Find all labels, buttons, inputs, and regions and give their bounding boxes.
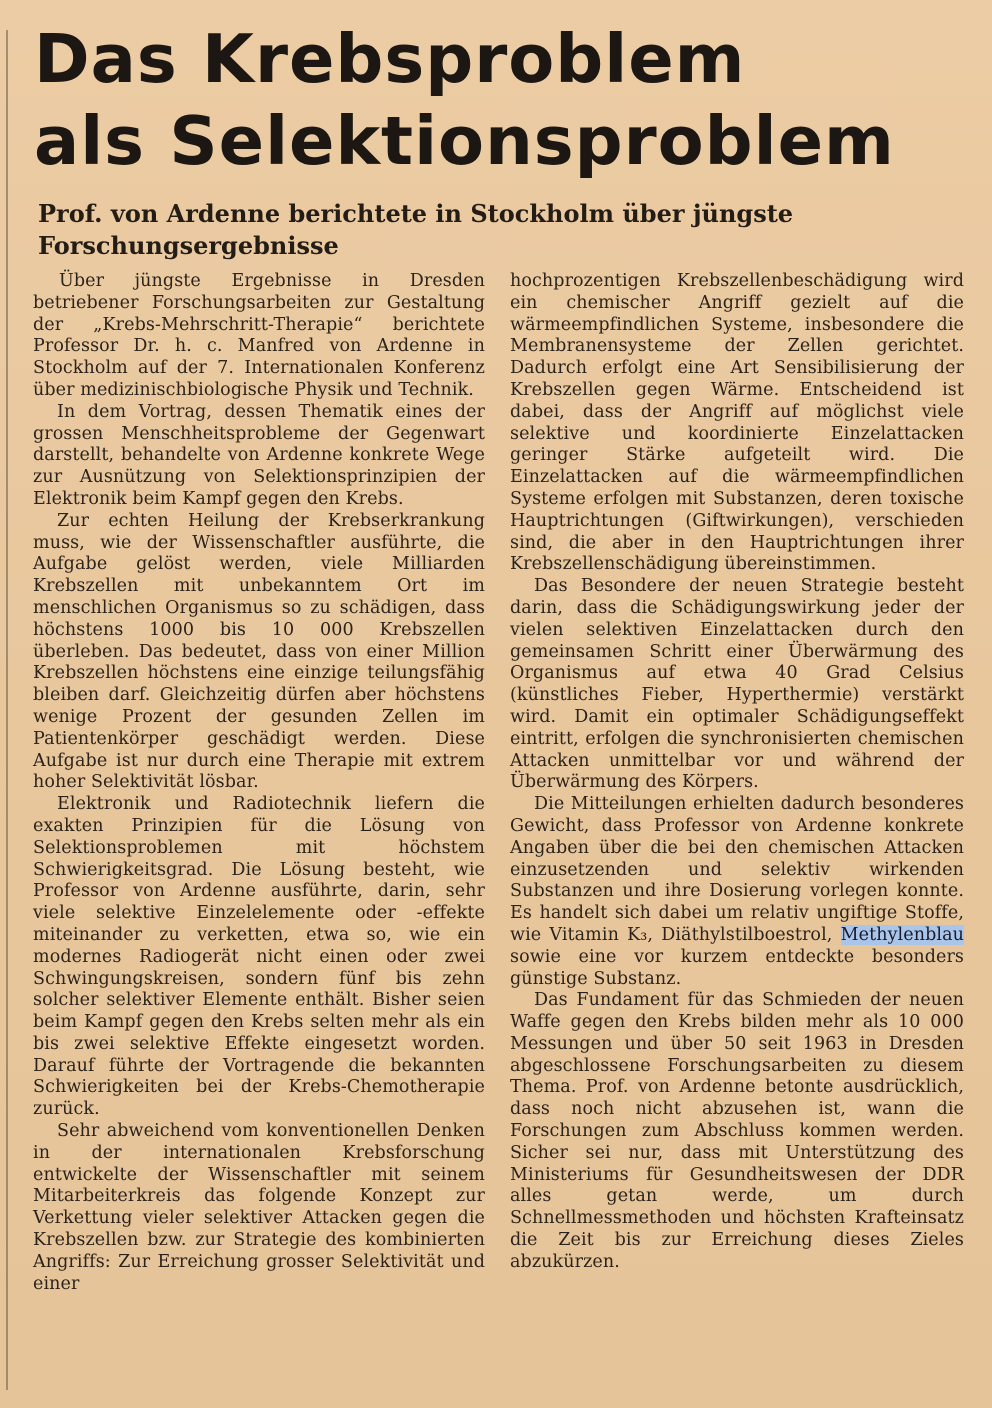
headline-line-1: Das Krebsproblem: [34, 20, 746, 98]
paragraph: Zur echten Heilung der Krebserkrankung muss, wie der Wissenschaftler ausführte, die Aufgabe gelöst werden, viele Milliarden Krebszellen mit unbekanntem Ort im menschlichen Organismus so zu schädigen, dass höchstens 1000 bis 10 000 Krebszellen überleben. Das bedeutet, dass von einer Million Krebszellen höchstens eine einzige teilungsfähig bleiben darf. Gleichzeitig dürfen aber höchstens wenige Prozent der gesunden Zellen im Patientenkörper geschädigt werden. Diese Aufgabe ist nur durch eine Therapie mit extrem hoher Selektivität lösbar.: [33, 510, 485, 793]
paragraph: Sehr abweichend vom konventionellen Denken in der internationalen Krebsforschung entwickelte der Wissenschaftler mit seinem Mitarbeiterkreis das folgende Konzept zur Verkettung vieler selektiver Attacken gegen die Krebszellen bzw. zur Strategie des kombinierten Angriffs: Zur Erreichung grosser Selektivität und einer: [33, 1121, 485, 1294]
paragraph: In dem Vortrag, dessen Thematik eines der grossen Menschheitsprobleme der Gegenwart darstellt, behandelte von Ardenne konkrete Wege zur Ausnützung von Selektionsprinzipien der Elektronik beim Kampf gegen den Krebs.: [33, 401, 485, 509]
subheadline: Prof. von Ardenne berichtete in Stockholm über jüngste Forschungsergebnisse: [38, 199, 794, 260]
text-segment: sowie eine vor kurzem entdeckte besonders günstige Substanz.: [510, 946, 964, 989]
paragraph: Das Fundament für das Schmieden der neuen Waffe gegen den Krebs bilden mehr als 10 000 Messungen und über 50 seit 1963 in Dresden abgeschlossene Forschungsarbeiten zu diesem Thema. Prof. von Ardenne betonte ausdrücklich, dass noch nicht abzusehen ist, wann die Forschungen zum Abschluss kommen werden. Sicher sei nur, dass mit Unterstützung des Ministeriums für Gesundheitswesen der DDR alles getan werde, um durch Schnellmessmethoden und höchsten Krafteinsatz die Zeit bis zur Erreichung dieses Zieles abzukürzen.: [510, 990, 964, 1272]
paragraph: hochprozentigen Krebszellenbeschädigung wird ein chemischer Angriff gezielt auf die wärmeempfindlichen Systeme, insbesondere die Membranensysteme der Zellen gerichtet. Dadurch erfolgt eine Art Sensibilisierung der Krebszellen gegen Wärme. Entscheidend ist dabei, dass der Angriff auf möglichst viele selektive und koordinierte Einzelattacken geringer Stärke aufgeteilt wird. Die Einzelattacken auf die wärmeempfindlichen Systeme erfolgen mit Substanzen, deren toxische Hauptrichtungen (Giftwirkungen), verschieden sind, die aber in den Hauptrichtungen ihrer Krebszellenschädigung übereinstimmen.: [510, 271, 964, 575]
paragraph: Das Besondere der neuen Strategie besteht darin, dass die Schädigungswirkung jeder der vielen selektiven Einzelattacken durch den gemeinsamen Schritt einer Überwärmung des Organismus auf etwa 40 Grad Celsius (künstliches Fieber, Hyperthermie) verstärkt wird. Damit ein optimaler Schädigungseffekt eintritt, erfolgen die synchronisierten chemischen Attacken unmittelbar vor und während der Überwärmung des Körpers.: [510, 576, 964, 793]
headline: [34, 18, 974, 182]
paragraph: Elektronik und Radiotechnik liefern die exakten Prinzipien für die Lösung von Selektionsproblemen mit höchstem Schwierigkeitsgrad. Die Lösung besteht, wie Professor von Ardenne ausführte, darin, sehr viele selektive Einzelelemente oder -effekte miteinander zu verketten, etwa so, wie ein modernes Radiogerät nicht einen oder zwei Schwingungskreisen, sondern fünf bis zehn solcher selektiver Elemente enthält. Bisher seien beim Kampf gegen den Krebs selten mehr als ein bis zwei selektive Effekte eingesetzt worden. Darauf führte der Vortragende die bekannten Schwierigkeiten bei der Krebs-Chemotherapie zurück.: [33, 794, 485, 1120]
text-segment: Die Mitteilungen erhielten dadurch besonderes Gewicht, dass Professor von Ardenne konkrete Angaben über die bei den chemischen Attacken einzusetzenden und selektiv wirkenden Substanzen und ihre Dosierung vorlegen konnte. Es handelt sich dabei um relativ ungiftige Stoffe, wie Vitamin K₃, Diäthylstilboestrol,: [510, 794, 964, 945]
highlighted-text-selection[interactable]: Methylenblau: [840, 924, 964, 945]
paragraph: Über jüngste Ergebnisse in Dresden betriebener Forschungsarbeiten zur Gestaltung der „Krebs-Mehrschritt-Therapie“ berichtete Professor Dr. h. c. Manfred von Ardenne in Stockholm auf der 7. Internationalen Konferenz über medizinischbiologische Physik und Technik.: [33, 271, 485, 400]
clipping-edge-line: [6, 30, 8, 1390]
left-column: [33, 271, 485, 1295]
paragraph-with-highlight: [510, 794, 964, 990]
right-column: [510, 271, 964, 1274]
headline-line-2: als Selektionsproblem: [34, 102, 895, 180]
